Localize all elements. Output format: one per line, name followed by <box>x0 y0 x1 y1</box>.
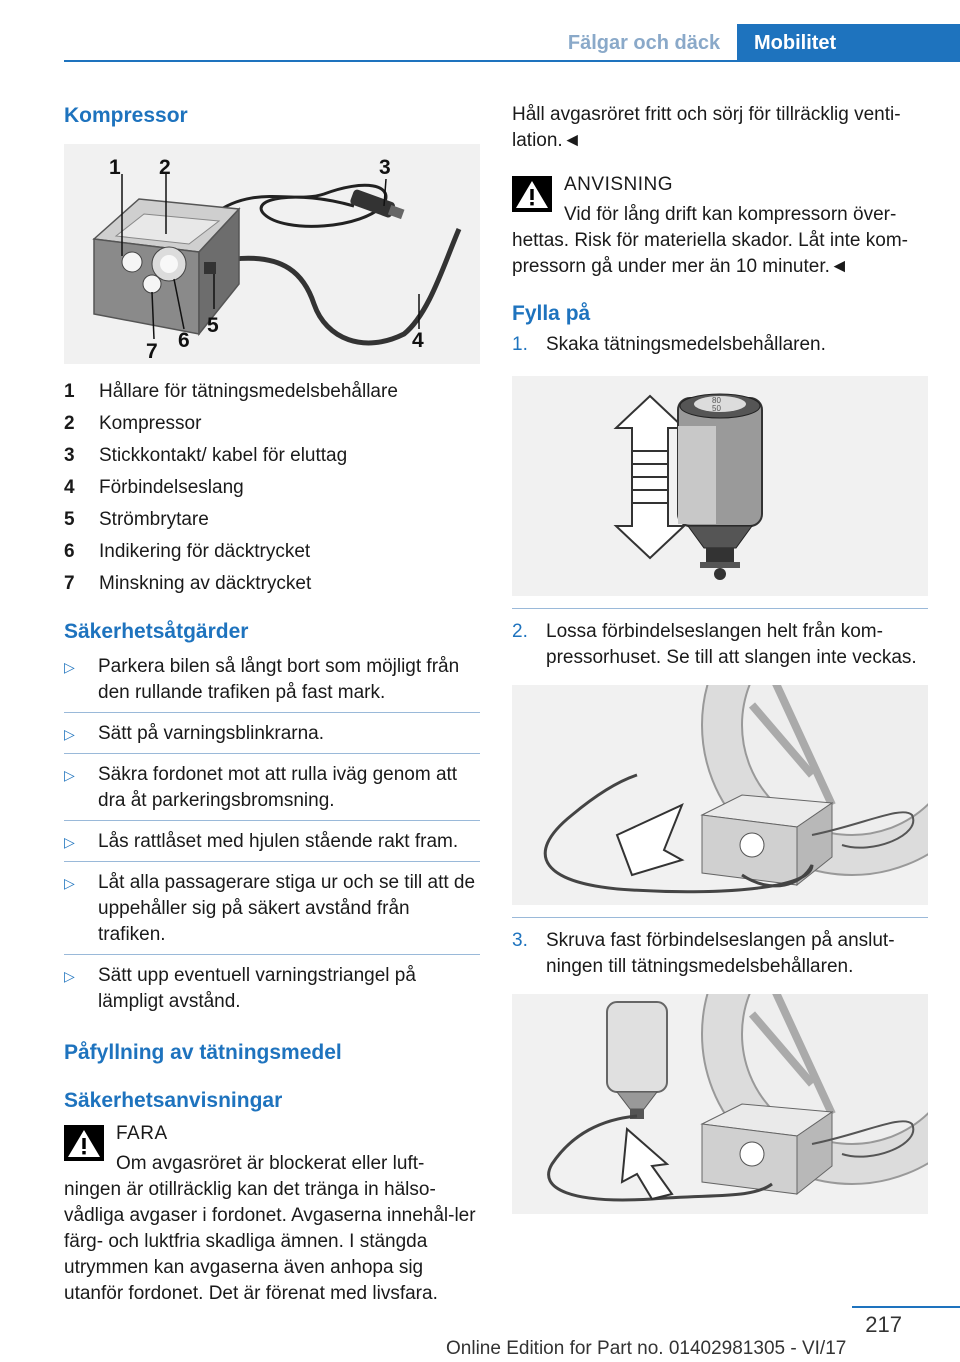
heading-safety-notes: Säkerhetsanvisningar <box>64 1089 283 1112</box>
heading-filling-sealant: Påfyllning av tätningsmedel <box>64 1041 342 1064</box>
edition-footer: Online Edition for Part no. 01402981305 - VI/17 <box>446 1338 847 1359</box>
heading-safety-measures: Säkerhetsåtgärder <box>64 620 249 643</box>
list-item: 3 Stickkontakt/ kabel för eluttag <box>64 445 348 466</box>
danger-label: FARA <box>116 1123 168 1144</box>
attach-hose-figure <box>512 994 928 1214</box>
bullet-triangle-icon: ▷ <box>64 968 75 984</box>
divider <box>64 712 480 713</box>
warning-triangle-icon <box>512 176 552 212</box>
figure-callout-1: 1 <box>109 156 121 179</box>
divider <box>64 954 480 955</box>
list-item: 1 Hållare för tätningsmedelsbehållare <box>64 381 398 402</box>
list-item: ▷ Lås rattlåset med hjulen stående rakt fram. <box>64 827 480 855</box>
can-label-bottom: 50 <box>712 404 721 413</box>
list-item: ▷ Säkra fordonet mot att rulla iväg genom att dra åt parkeringsbromsning. <box>64 760 480 814</box>
compressor-figure <box>64 144 480 364</box>
list-item: ▷ Sätt upp eventuell varningstriangel på lämpligt avstånd. <box>64 961 480 1015</box>
danger-text-first-line: Om avgasröret är blockerat eller luft- <box>116 1153 425 1174</box>
exhaust-continued-text: Håll avgasröret fritt och sörj för tillräcklig venti-lation.◄ <box>512 104 901 151</box>
list-item: 5 Strömbrytare <box>64 509 209 530</box>
figure-callout-4: 4 <box>412 329 424 352</box>
safety-bullet-list <box>64 652 480 1015</box>
divider <box>512 608 928 609</box>
detach-hose-illustration <box>512 685 928 905</box>
list-item: ▷ Sätt på varningsblinkrarna. <box>64 719 480 747</box>
divider <box>512 917 928 918</box>
fill-steps <box>512 332 928 1214</box>
list-item: 7 Minskning av däcktrycket <box>64 573 312 594</box>
page-number: 217 <box>865 1312 902 1337</box>
list-item: 2. Lossa förbindelseslangen helt från kom-pressorhuset. Se till att slangen inte veckas. <box>512 621 917 668</box>
notice-text: hettas. Risk för materiella skador. Låt inte kom-pressorn gå under mer än 10 minuter.◄ <box>512 230 908 277</box>
notice-text-first-line: Vid för lång drift kan kompressorn över- <box>564 204 897 225</box>
footer-rule <box>852 1306 960 1308</box>
list-item: ▷ Låt alla passagerare stiga ur och se till att de uppehåller sig på säkert avstånd från trafiken. <box>64 868 480 948</box>
detach-hose-figure <box>512 685 928 905</box>
heading-fill: Fylla på <box>512 302 591 325</box>
notice-label: ANVISNING <box>564 174 674 195</box>
divider <box>64 820 480 821</box>
warning-triangle-icon <box>64 1125 104 1161</box>
bullet-triangle-icon: ▷ <box>64 875 75 891</box>
right-column <box>512 96 928 1214</box>
shake-can-illustration <box>512 376 928 596</box>
shake-can-figure <box>512 376 928 596</box>
header-tab-wheels-tires[interactable]: Fälgar och däck <box>567 32 721 54</box>
header-rule <box>64 60 960 62</box>
bullet-triangle-icon: ▷ <box>64 834 75 850</box>
figure-callout-5: 5 <box>207 314 219 337</box>
list-item: 6 Indikering för däcktrycket <box>64 541 311 562</box>
divider <box>64 861 480 862</box>
header-tab-mobility[interactable]: Mobilitet <box>737 24 960 62</box>
heading-compressor: Kompressor <box>64 104 188 127</box>
list-item: 4 Förbindelseslang <box>64 477 244 498</box>
divider <box>64 753 480 754</box>
bullet-triangle-icon: ▷ <box>64 726 75 742</box>
figure-callout-7: 7 <box>146 340 158 363</box>
notice-warning <box>512 172 928 280</box>
danger-warning <box>64 1121 480 1307</box>
list-item: 1. Skaka tätningsmedelsbehållaren. <box>512 334 826 355</box>
bullet-triangle-icon: ▷ <box>64 659 75 675</box>
danger-text: ningen är otillräcklig kan det tränga in hälso-vådliga avgaser i fordonet. Avgaserna innehål-ler färg- och luktfria skadliga ämnen. I stängda utrymmen kan avgaserna även anhopa sig utanför fordonet. Det är förenat med livsfara. <box>64 1179 476 1304</box>
parts-list <box>64 376 480 600</box>
list-item: ▷ Parkera bilen så långt bort som möjligt från den rullande trafiken på fast mark. <box>64 652 480 706</box>
figure-callout-3: 3 <box>379 156 391 179</box>
can-label-top: 80 <box>712 396 721 405</box>
figure-callout-2: 2 <box>159 156 171 179</box>
attach-hose-illustration <box>512 994 928 1214</box>
list-item: 2 Kompressor <box>64 413 202 434</box>
figure-callout-6: 6 <box>178 329 190 352</box>
left-column <box>64 96 480 1307</box>
bullet-triangle-icon: ▷ <box>64 767 75 783</box>
compressor-illustration <box>64 144 480 364</box>
list-item: 3. Skruva fast förbindelseslangen på anslut-ningen till tätningsmedelsbehållaren. <box>512 930 895 977</box>
